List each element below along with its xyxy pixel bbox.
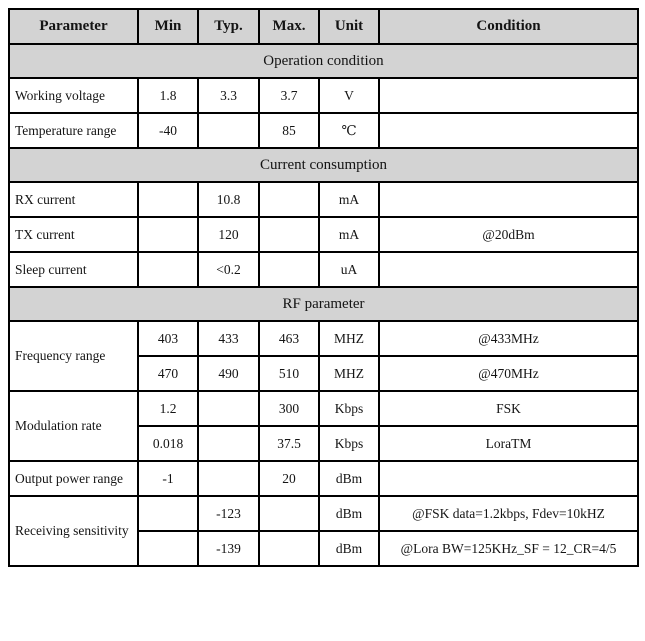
cell-min: -40 (138, 113, 198, 148)
cell-condition (379, 113, 638, 148)
cell-unit: mA (319, 217, 379, 252)
cell-max (259, 531, 319, 566)
cell-max: 510 (259, 356, 319, 391)
column-header-condition: Condition (379, 9, 638, 44)
cell-condition (379, 252, 638, 287)
cell-min: 470 (138, 356, 198, 391)
row-rx-current (9, 182, 638, 217)
cell-min (138, 252, 198, 287)
cell-min (138, 217, 198, 252)
cell-condition: @433MHz (379, 321, 638, 356)
cell-condition (379, 78, 638, 113)
section-title: Current consumption (9, 148, 638, 182)
cell-typ (198, 391, 259, 426)
cell-typ: -123 (198, 496, 259, 531)
cell-max: 3.7 (259, 78, 319, 113)
column-header-max: Max. (259, 9, 319, 44)
row-output-power-range (9, 461, 638, 496)
cell-max: 20 (259, 461, 319, 496)
cell-max: 85 (259, 113, 319, 148)
cell-typ: 120 (198, 217, 259, 252)
cell-typ: 433 (198, 321, 259, 356)
row-tx-current (9, 217, 638, 252)
cell-min: 1.8 (138, 78, 198, 113)
cell-min: 0.018 (138, 426, 198, 461)
cell-min: -1 (138, 461, 198, 496)
cell-unit: mA (319, 182, 379, 217)
cell-parameter: Receiving sensitivity (9, 496, 138, 566)
column-header-unit: Unit (319, 9, 379, 44)
cell-max: 37.5 (259, 426, 319, 461)
cell-parameter: Sleep current (9, 252, 138, 287)
row-receiving-sensitivity-1 (9, 496, 638, 531)
cell-condition: @Lora BW=125KHz_SF = 12_CR=4/5 (379, 531, 638, 566)
cell-unit: uA (319, 252, 379, 287)
cell-typ: 490 (198, 356, 259, 391)
column-header-typ: Typ. (198, 9, 259, 44)
cell-typ: 3.3 (198, 78, 259, 113)
cell-parameter: Modulation rate (9, 391, 138, 461)
cell-typ (198, 113, 259, 148)
row-frequency-range-1 (9, 321, 638, 356)
row-temperature-range (9, 113, 638, 148)
cell-unit: MHZ (319, 321, 379, 356)
cell-condition: @20dBm (379, 217, 638, 252)
cell-parameter: Temperature range (9, 113, 138, 148)
cell-max (259, 252, 319, 287)
cell-typ (198, 426, 259, 461)
cell-unit: dBm (319, 531, 379, 566)
cell-condition (379, 182, 638, 217)
cell-max (259, 182, 319, 217)
cell-max: 463 (259, 321, 319, 356)
cell-min (138, 496, 198, 531)
cell-unit: Kbps (319, 391, 379, 426)
cell-condition: @FSK data=1.2kbps, Fdev=10kHZ (379, 496, 638, 531)
cell-typ (198, 461, 259, 496)
cell-max: 300 (259, 391, 319, 426)
cell-typ: <0.2 (198, 252, 259, 287)
cell-unit: dBm (319, 461, 379, 496)
cell-parameter: TX current (9, 217, 138, 252)
spec-table (8, 8, 639, 567)
section-row-current-consumption (9, 148, 638, 182)
section-row-operation-condition (9, 44, 638, 78)
cell-unit: V (319, 78, 379, 113)
column-header-min: Min (138, 9, 198, 44)
cell-parameter: Working voltage (9, 78, 138, 113)
cell-parameter: Output power range (9, 461, 138, 496)
cell-condition: LoraTM (379, 426, 638, 461)
row-working-voltage (9, 78, 638, 113)
cell-typ: -139 (198, 531, 259, 566)
cell-min: 403 (138, 321, 198, 356)
cell-condition (379, 461, 638, 496)
section-title: RF parameter (9, 287, 638, 321)
cell-parameter: RX current (9, 182, 138, 217)
header-row (9, 9, 638, 44)
cell-max (259, 217, 319, 252)
cell-unit: Kbps (319, 426, 379, 461)
section-row-rf-parameter (9, 287, 638, 321)
cell-min (138, 531, 198, 566)
cell-parameter: Frequency range (9, 321, 138, 391)
section-title: Operation condition (9, 44, 638, 78)
cell-min: 1.2 (138, 391, 198, 426)
cell-unit: dBm (319, 496, 379, 531)
cell-unit: ℃ (319, 113, 379, 148)
cell-unit: MHZ (319, 356, 379, 391)
cell-condition: @470MHz (379, 356, 638, 391)
cell-max (259, 496, 319, 531)
cell-condition: FSK (379, 391, 638, 426)
cell-min (138, 182, 198, 217)
row-modulation-rate-1 (9, 391, 638, 426)
row-sleep-current (9, 252, 638, 287)
column-header-parameter: Parameter (9, 9, 138, 44)
cell-typ: 10.8 (198, 182, 259, 217)
